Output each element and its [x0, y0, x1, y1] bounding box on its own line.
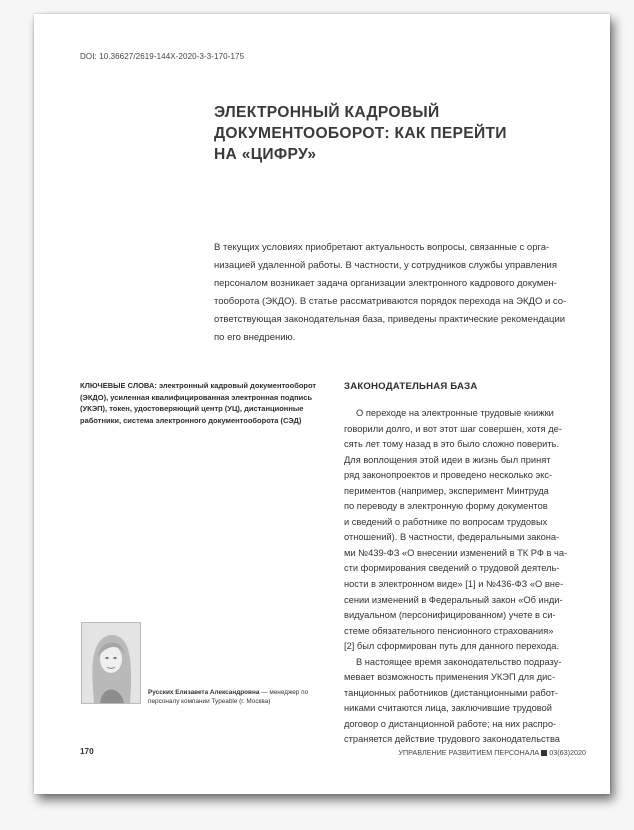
body-line: ности в электронном виде» [1] и №436-ФЗ «О вне- — [344, 579, 564, 590]
body-line: и сведений о работнике по вопросам трудовых — [344, 516, 548, 527]
body-line: ряд законопроектов и проведено несколько экс- — [344, 470, 553, 481]
abstract-line: В текущих условиях приобретают актуальность вопросы, связанные с орга- — [214, 242, 550, 253]
title-line: ДОКУМЕНТООБОРОТ: КАК ПЕРЕЙТИ — [214, 125, 507, 142]
title-line: ЭЛЕКТРОННЫЙ КАДРОВЫЙ — [214, 104, 440, 121]
author-info — [148, 688, 318, 707]
abstract-line: ответствующая законодательная база, приведены практические рекомендации — [214, 313, 566, 325]
body-line: видуальном (персонифицированном) учете в си- — [344, 610, 556, 621]
body-line: сять лет тому назад в это было сложно поверить. — [344, 439, 560, 450]
square-separator-icon — [541, 750, 547, 756]
abstract-line: по его внедрению. — [214, 331, 296, 343]
author-affiliation: персоналу компании Typeable (г. Москва) — [148, 698, 271, 706]
body-line: по переводу в электронную форму документов — [344, 501, 548, 512]
keywords-block — [80, 380, 340, 426]
body-line: сении изменений в Федеральный закон «Об инди- — [344, 594, 563, 605]
body-line: В настоящее время законодательство подразу- — [356, 656, 562, 667]
keywords-line: работники, система электронного документооборота (СЭД) — [80, 415, 302, 425]
journal-name: УПРАВЛЕНИЕ РАЗВИТИЕМ ПЕРСОНАЛА — [398, 748, 540, 757]
body-column — [344, 406, 594, 748]
author-photo — [81, 622, 141, 704]
keywords-line: (УКЭП), токен, удостоверяющий центр (УЦ), дистанционные — [80, 404, 304, 414]
author-name: Русских Елизавета Александровна — [148, 689, 260, 696]
title-line: НА «ЦИФРУ» — [214, 146, 317, 163]
issue-number: 03(63)2020 — [549, 748, 586, 757]
body-line: никами считаются лица, заключившие трудовой — [344, 703, 552, 714]
body-line: [2] был сформирован путь для данного перехода. — [344, 641, 560, 652]
body-line: отношений). В частности, федеральными закона- — [344, 532, 560, 543]
keywords-line: (ЭКДО), усиленная квалифицированная электронная подпись — [80, 392, 313, 402]
body-line: О переходе на электронные трудовые книжки — [356, 408, 554, 418]
body-line: Для воплощения этой идеи в жизнь был принят — [344, 454, 551, 465]
body-line: ми №439-ФЗ «О внесении изменений в ТК РФ в ча- — [344, 547, 568, 558]
article-title — [214, 102, 544, 165]
body-line: мевает возможность применения УКЭП для дис- — [344, 672, 556, 683]
abstract — [214, 239, 584, 346]
page-number: 170 — [80, 747, 94, 756]
doi-line: DOI: 10.36627/2619-144X-2020-3-3-170-175 — [80, 52, 245, 61]
body-line: сти формирования сведений о трудовой деятель- — [344, 563, 560, 574]
keywords-line: КЛЮЧЕВЫЕ СЛОВА: электронный кадровый документооборот — [80, 381, 317, 390]
body-line: говорили долго, и вот этот шаг совершен, хотя де- — [344, 423, 562, 434]
body-line: периментов (например, эксперимент Минтруда — [344, 485, 549, 496]
section-heading: ЗАКОНОДАТЕЛЬНАЯ БАЗА — [344, 381, 478, 392]
running-footer — [398, 748, 586, 757]
abstract-line: тооборота (ЭКДО). В статье рассматриваются порядок перехода на ЭКДО и со- — [214, 295, 567, 307]
abstract-line: низацией удаленной работы. В частности, у сотрудников службы управления — [214, 259, 557, 271]
body-line: страняется действие трудового законодательства — [344, 734, 560, 745]
body-line: танционных работников (дистанционными работ- — [344, 687, 559, 698]
author-role: — менеджер по — [259, 689, 309, 696]
journal-page — [34, 14, 610, 794]
body-line: договор о дистанционной работе; на них распро- — [344, 718, 557, 729]
body-line: стеме обязательного пенсионного страхования» — [344, 625, 554, 636]
author-portrait-image — [82, 623, 140, 703]
abstract-line: персоналом возникает задача организации электронного кадрового докумен- — [214, 277, 557, 289]
